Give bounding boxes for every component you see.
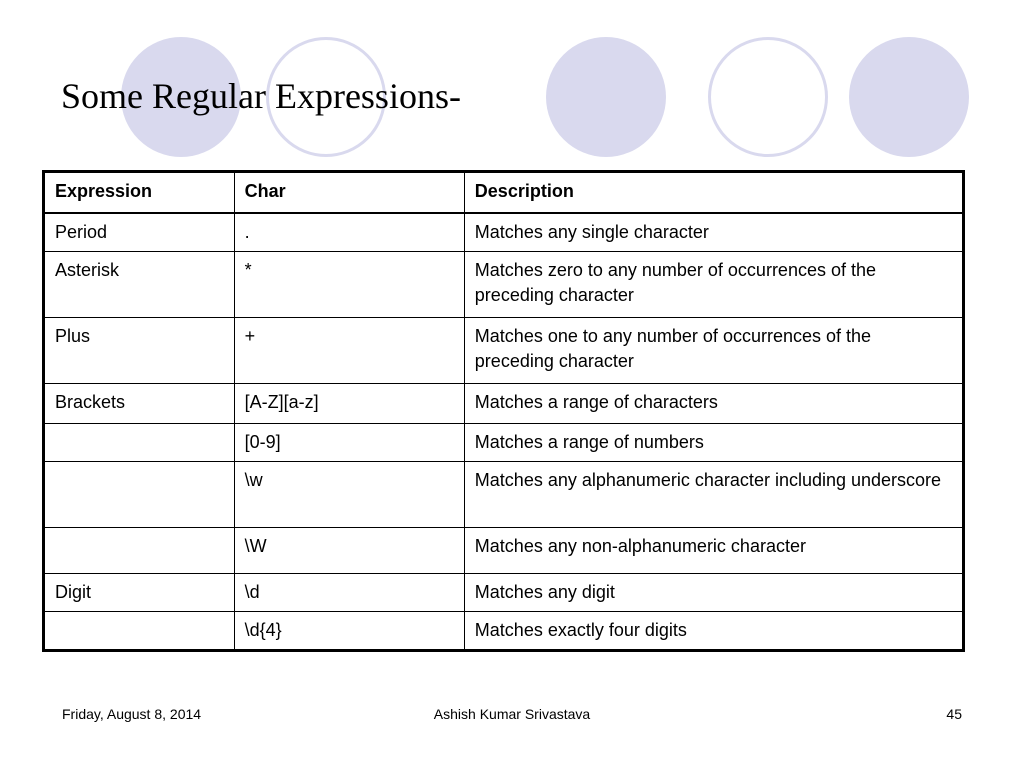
cell-expression [44, 424, 235, 462]
cell-description: Matches zero to any number of occurrences of the preceding character [464, 252, 963, 318]
footer-date: Friday, August 8, 2014 [62, 706, 202, 722]
table-row [44, 528, 964, 574]
cell-description: Matches any alphanumeric character including underscore [464, 462, 963, 528]
cell-char: \w [234, 462, 464, 528]
cell-char: \d [234, 574, 464, 612]
cell-char: . [234, 213, 464, 252]
cell-char: [A-Z][a-z] [234, 384, 464, 424]
cell-char: + [234, 318, 464, 384]
cell-expression [44, 462, 235, 528]
column-header-description: Description [464, 172, 963, 214]
table-row [44, 318, 964, 384]
cell-expression: Brackets [44, 384, 235, 424]
cell-char: [0-9] [234, 424, 464, 462]
slide-title: Some Regular Expressions- [61, 76, 461, 116]
regex-table [42, 170, 965, 652]
page-number: 45 [946, 706, 962, 722]
table-row [44, 424, 964, 462]
column-header-char: Char [234, 172, 464, 214]
table-row [44, 384, 964, 424]
table-row [44, 612, 964, 651]
cell-description: Matches any single character [464, 213, 963, 252]
cell-description: Matches any non-alphanumeric character [464, 528, 963, 574]
table-header-row [44, 172, 964, 214]
cell-description: Matches one to any number of occurrences of the preceding character [464, 318, 963, 384]
cell-char: \W [234, 528, 464, 574]
cell-expression: Asterisk [44, 252, 235, 318]
cell-expression: Plus [44, 318, 235, 384]
decorative-circle [708, 37, 828, 157]
cell-expression: Digit [44, 574, 235, 612]
decorative-circle [849, 37, 969, 157]
table-row [44, 462, 964, 528]
cell-char: * [234, 252, 464, 318]
cell-char: \d{4} [234, 612, 464, 651]
cell-expression: Period [44, 213, 235, 252]
table-row [44, 252, 964, 318]
cell-description: Matches a range of numbers [464, 424, 963, 462]
column-header-expression: Expression [44, 172, 235, 214]
table-row [44, 574, 964, 612]
table-row [44, 213, 964, 252]
footer-author: Ashish Kumar Srivastava [433, 706, 591, 722]
cell-description: Matches exactly four digits [464, 612, 963, 651]
cell-expression [44, 612, 235, 651]
decorative-circle [546, 37, 666, 157]
cell-description: Matches any digit [464, 574, 963, 612]
cell-expression [44, 528, 235, 574]
cell-description: Matches a range of characters [464, 384, 963, 424]
